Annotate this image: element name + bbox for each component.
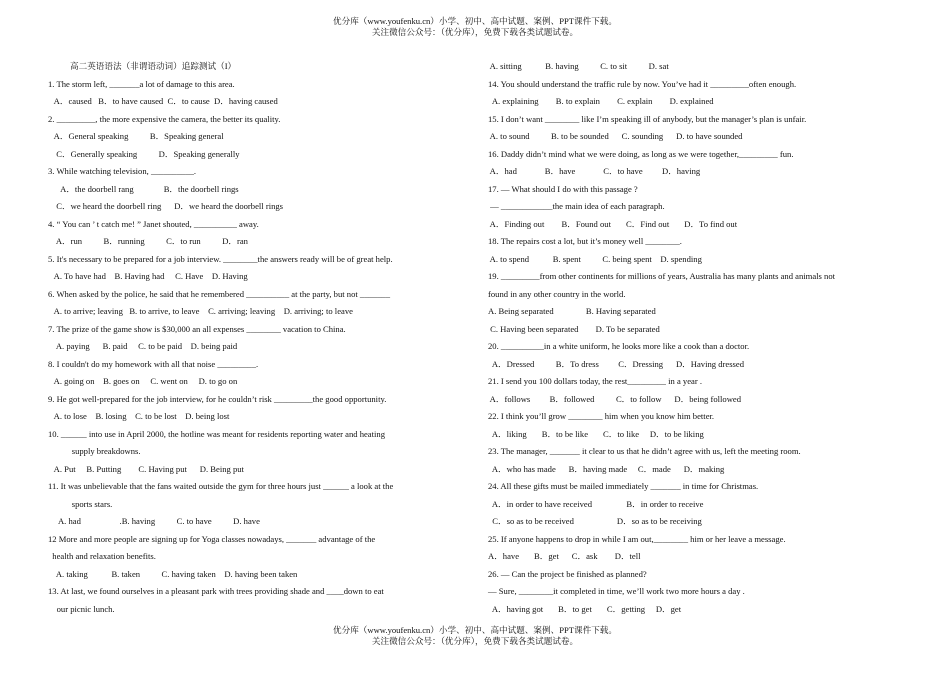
- question-25-options: A．have B．get C．ask D．tell: [488, 551, 641, 561]
- worksheet-title: 高二英语语法（非谓语动词）追踪测试（I）: [70, 61, 237, 71]
- question-15: 15. I don’t want ________ like I’m speaking ill of anybody, but the manager’s plan is unfair.: [488, 113, 807, 124]
- question-25: 25. If anyone happens to drop in while I am out,________ him or her leave a message.: [488, 533, 786, 544]
- footer-line-2: 关注微信公众号：（优分库），免费下载各类试题试卷。: [371, 636, 579, 646]
- question-23-options: A．who has made B．having made C．made D．making: [488, 463, 725, 474]
- question-18: 18. The repairs cost a lot, but it’s money well ________.: [488, 236, 682, 246]
- question-12-continued: health and relaxation benefits.: [48, 551, 156, 561]
- question-26-reply: — Sure, ________it completed in time, we’ll work two more hours a day .: [488, 586, 745, 596]
- header-line-2: 关注微信公众号：（优分库），免费下载各类试题试卷。: [371, 27, 579, 37]
- question-18-options: A. to spend B. spent C. being spent D. spending: [488, 253, 702, 264]
- question-5-options: A. To have had B. Having had C. Have D. Having: [52, 271, 248, 281]
- question-13-options: A. sitting B. having C. to sit D. sat: [488, 61, 669, 71]
- question-26: 26. — Can the project be finished as planned?: [488, 568, 647, 579]
- question-22: 22. I think you’ll grow ________ him when you know him better.: [488, 411, 715, 421]
- question-6: 6. When asked by the police, he said that he remembered __________ at the party, but not _______: [48, 288, 390, 299]
- header-line-1: 优分库（www.youfenku.cn）小学、初中、高中试题、案例、PPT课件下载。: [333, 16, 617, 26]
- question-17-reply: — ____________the main idea of each paragraph.: [488, 201, 665, 211]
- page-header: [0, 16, 950, 38]
- question-11-options: A. had .B. having C. to have D. have: [52, 516, 260, 526]
- question-19-options-ab: A. Being separated B. Having separated: [488, 306, 656, 316]
- question-14-options: A. explaining B. to explain C. explain D. explained: [488, 96, 714, 106]
- question-12: 12 More and more people are signing up for Yoga classes nowadays, _______ advantage of the: [48, 533, 376, 544]
- left-column: [48, 58, 448, 618]
- question-19: 19. _________from other continents for millions of years, Australia has many plants and animals not: [488, 271, 836, 281]
- question-1: 1. The storm left, _______a lot of damage to this area.: [48, 78, 235, 89]
- question-7: 7. The prize of the game show is $30,000 an all expenses ________ vacation to China.: [48, 323, 346, 334]
- question-4-options: A．run B．running C．to run D．ran: [52, 236, 248, 246]
- question-7-options: A. paying B. paid C. to be paid D. being paid: [52, 341, 238, 351]
- question-24-options-ab: A．in order to have received B．in order to receive: [488, 498, 704, 509]
- question-10-options: A. Put B. Putting C. Having put D. Being put: [52, 463, 244, 474]
- question-24-options-cd: C．so as to be received D．so as to be receiving: [488, 516, 702, 526]
- question-2-options-ab: A．General speaking B．Speaking general: [52, 131, 224, 141]
- question-5: 5. It's necessary to be prepared for a job interview. ________the answers ready will be of great help.: [48, 253, 393, 264]
- question-15-options: A. to sound B. to be sounded C. sounding D. to have sounded: [488, 131, 743, 141]
- question-13-continued: our picnic lunch.: [48, 603, 115, 614]
- question-20: 20. __________in a white uniform, he looks more like a cook than a doctor.: [488, 341, 750, 351]
- page-footer: [0, 625, 950, 647]
- question-17-options: A．Finding out B．Found out C．Find out D．To find out: [488, 218, 738, 229]
- question-10: 10. ______ into use in April 2000, the hotline was meant for residents reporting water and heating: [48, 428, 385, 439]
- question-8-options: A. going on B. goes on C. went on D. to go on: [52, 376, 238, 386]
- right-column: [488, 58, 898, 618]
- question-24: 24. All these gifts must be mailed immediately _______ in time for Christmas.: [488, 481, 759, 491]
- question-20-options: A．Dressed B．To dress C．Dressing D．Having dressed: [488, 358, 744, 369]
- question-4: 4. “ You can ’ t catch me! ” Janet shouted, __________ away.: [48, 218, 259, 229]
- question-23: 23. The manager, _______ it clear to us that he didn’t agree with us, left the meeting room.: [488, 446, 801, 456]
- question-10-continued: supply breakdowns.: [61, 446, 141, 456]
- question-8: 8. I couldn't do my homework with all that noise _________.: [48, 358, 259, 369]
- question-12-options: A. taking B. taken C. having taken D. having been taken: [52, 568, 298, 579]
- question-21-options: A．follows B．followed C．to follow D．being followed: [488, 393, 742, 404]
- question-14: 14. You should understand the traffic rule by now. You’ve had it _________often enough.: [488, 78, 797, 89]
- question-19-continued: found in any other country in the world.: [488, 288, 626, 299]
- question-22-options: A．liking B．to be like C．to like D．to be liking: [488, 428, 704, 439]
- question-9-options: A. to lose B. losing C. to be lost D. being lost: [52, 411, 230, 421]
- question-9: 9. He got well-prepared for the job interview, for he couldn’t risk _________the good opportunity.: [48, 393, 387, 404]
- question-11-continued: sports stars.: [61, 498, 113, 509]
- question-16: 16. Daddy didn’t mind what we were doing, as long as we were together,_________ fun.: [488, 148, 794, 159]
- footer-line-1: 优分库（www.youfenku.cn）小学、初中、高中试题、案例、PPT课件下载。: [333, 625, 617, 635]
- question-2: 2. _________, the more expensive the camera, the better its quality.: [48, 113, 281, 124]
- question-3-options-cd: C．we heard the doorbell ring D．we heard the doorbell rings: [52, 201, 284, 211]
- question-19-options-cd: C. Having been separated D. To be separated: [488, 323, 660, 334]
- question-2-options-cd: C．Generally speaking D．Speaking generally: [52, 148, 240, 159]
- question-17: 17. — What should I do with this passage ?: [488, 183, 638, 194]
- question-1-options: A．caused B．to have caused C．to cause D．having caused: [52, 96, 278, 106]
- question-16-options: A．had B．have C．to have D．having: [488, 166, 701, 176]
- question-26-options: A．having got B．to get C．getting D．get: [488, 603, 682, 614]
- question-6-options: A. to arrive; leaving B. to arrive, to leave C. arriving; leaving D. arriving; to leave: [52, 306, 353, 316]
- question-3-options-ab: A．the doorbell rang B．the doorbell rings: [52, 183, 239, 194]
- question-21: 21. I send you 100 dollars today, the rest_________ in a year .: [488, 376, 703, 386]
- question-11: 11. It was unbelievable that the fans waited outside the gym for three hours just ______ a look at the: [48, 481, 394, 491]
- question-13: 13. At last, we found ourselves in a pleasant park with trees providing shade and ____down to eat: [48, 586, 384, 596]
- question-3: 3. While watching television, __________.: [48, 166, 197, 176]
